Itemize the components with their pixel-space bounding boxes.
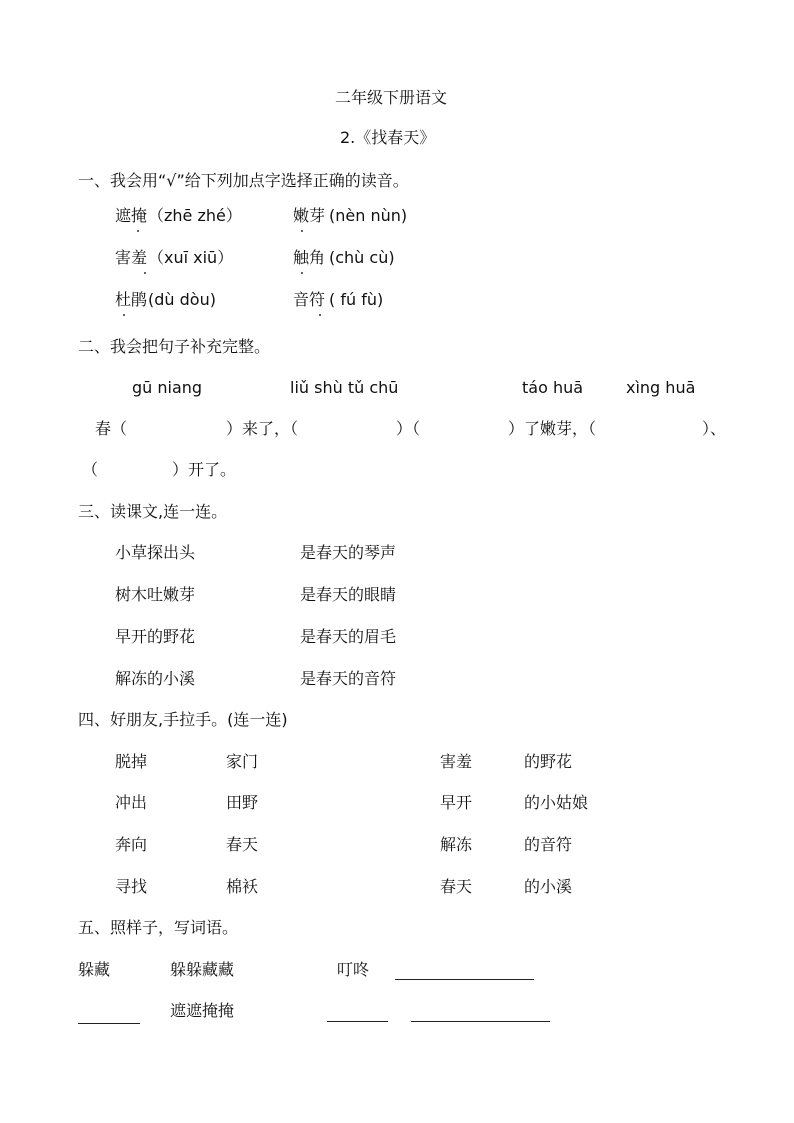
section-4-heading: 四、好朋友,手拉手。(连一连) xyxy=(78,710,288,729)
example-word: 躲藏 xyxy=(78,960,111,979)
section-1-heading: 一、我会用“√”给下列加点字选择正确的读音。 xyxy=(78,171,409,190)
match-right-item: 是春天的眉毛 xyxy=(300,627,397,646)
sentence-fragment: ）开了。 xyxy=(172,460,237,479)
answer-blank[interactable] xyxy=(411,1021,550,1022)
example-answer: 躲躲藏藏 xyxy=(170,960,235,979)
answer-blank[interactable] xyxy=(78,1023,140,1024)
verb-item: 脱掉 xyxy=(115,752,148,771)
match-left-item: 小草探出头 xyxy=(115,543,196,562)
emphasis-dot xyxy=(301,230,303,232)
modifier-item: 早开 xyxy=(440,793,473,812)
sentence-fragment: ）（ xyxy=(396,419,421,438)
section-2-heading: 二、我会把句子补充完整。 xyxy=(78,337,271,356)
sentence-fragment: ）来了，（ xyxy=(226,419,299,438)
s1-word: 杜鹃 xyxy=(115,290,148,309)
pinyin-hint: liǔ shù tǔ chū xyxy=(290,378,399,397)
match-left-item: 解冻的小溪 xyxy=(115,669,196,688)
s1-word: 触角 xyxy=(293,248,326,267)
modifier-item: 解冻 xyxy=(440,835,473,854)
noun-item: 的音符 xyxy=(524,835,573,854)
object-item: 家门 xyxy=(226,752,259,771)
sentence-fragment: ）、 xyxy=(702,419,727,438)
s1-pinyin: (dù dòu) xyxy=(148,290,216,309)
section-3-heading: 三、读课文,连一连。 xyxy=(78,502,228,521)
sentence-fragment: 春（ xyxy=(95,419,128,438)
object-item: 田野 xyxy=(226,793,259,812)
match-left-item: 树木吐嫩芽 xyxy=(115,585,196,604)
modifier-item: 害羞 xyxy=(440,752,473,771)
s1-pinyin: ( fú fù) xyxy=(329,290,384,309)
emphasis-dot xyxy=(144,272,146,274)
answer-blank[interactable] xyxy=(395,979,534,980)
lesson-title: 2.《找春天》 xyxy=(340,128,436,147)
object-item: 棉袄 xyxy=(226,877,259,896)
emphasis-dot xyxy=(301,272,303,274)
emphasis-dot xyxy=(137,230,139,232)
s1-pinyin: （zhē zhé） xyxy=(148,206,242,225)
noun-item: 的小姑娘 xyxy=(524,793,589,812)
verb-item: 奔向 xyxy=(115,835,148,854)
pinyin-hint: xìng huā xyxy=(626,378,696,397)
sentence-fragment: ）了嫩芽，（ xyxy=(508,419,597,438)
emphasis-dot xyxy=(123,314,125,316)
example-given: 遮遮掩掩 xyxy=(170,1001,235,1020)
page-title: 二年级下册语文 xyxy=(335,88,448,107)
answer-blank[interactable] xyxy=(327,1021,388,1022)
pinyin-hint: gū niang xyxy=(132,378,203,397)
s1-word: 音符 xyxy=(293,290,326,309)
s1-pinyin: （xuī xiū） xyxy=(148,248,234,267)
section-5-heading: 五、照样子，写词语。 xyxy=(78,918,239,937)
match-right-item: 是春天的音符 xyxy=(300,669,397,688)
pinyin-hint: táo huā xyxy=(522,378,584,397)
object-item: 春天 xyxy=(226,835,259,854)
sentence-fragment: （ xyxy=(82,460,99,479)
s1-word: 遮掩 xyxy=(115,206,148,225)
verb-item: 寻找 xyxy=(115,877,148,896)
match-right-item: 是春天的眼睛 xyxy=(300,585,397,604)
s1-pinyin: (chù cù) xyxy=(329,248,395,267)
match-left-item: 早开的野花 xyxy=(115,627,196,646)
s1-word: 害羞 xyxy=(115,248,148,267)
s1-word: 嫩芽 xyxy=(293,206,326,225)
task-word: 叮咚 xyxy=(337,960,370,979)
noun-item: 的小溪 xyxy=(524,877,573,896)
verb-item: 冲出 xyxy=(115,793,148,812)
noun-item: 的野花 xyxy=(524,752,573,771)
match-right-item: 是春天的琴声 xyxy=(300,543,397,562)
s1-pinyin: (nèn nùn) xyxy=(329,206,408,225)
emphasis-dot xyxy=(319,314,321,316)
modifier-item: 春天 xyxy=(440,877,473,896)
